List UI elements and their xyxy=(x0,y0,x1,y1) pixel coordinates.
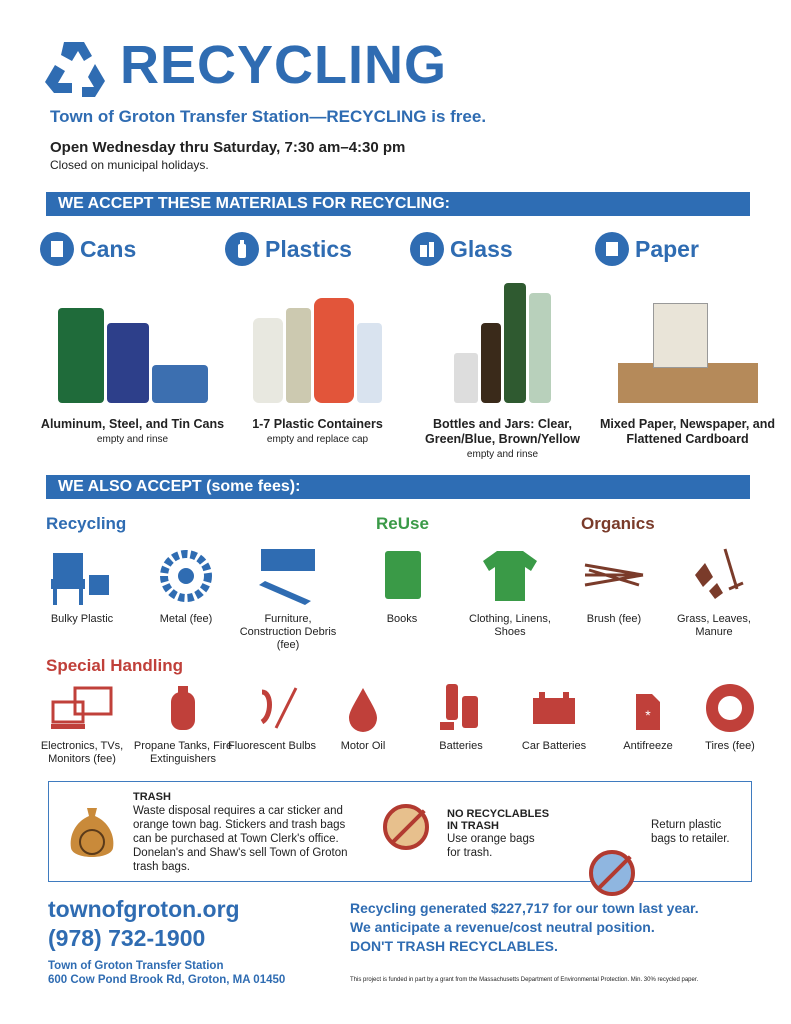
glass-photo xyxy=(428,278,578,403)
page-title: RECYCLING xyxy=(120,35,448,95)
trash-title: TRASH xyxy=(133,791,171,803)
phone-number: (978) 732-1900 xyxy=(48,925,206,951)
sofa-icon xyxy=(253,545,323,607)
material-cans xyxy=(40,232,225,447)
plastic-bag-text: Return plastic bags to retailer. xyxy=(651,819,730,845)
chair-icon xyxy=(47,545,117,607)
item-propane xyxy=(133,684,233,766)
bulb-icon xyxy=(242,684,302,734)
item-tires xyxy=(680,684,780,753)
item-batteries xyxy=(411,680,511,753)
item-label: Tires (fee) xyxy=(705,740,755,752)
funding-note: This project is funded in part by a grant from the Massachusetts Department of Environmental Protection. Min. 30% recycled paper. xyxy=(350,977,699,983)
item-motor-oil xyxy=(313,684,413,753)
propane-tank-icon xyxy=(163,684,203,734)
item-electronics xyxy=(32,684,132,766)
item-label: Propane Tanks, Fire Extinguishers xyxy=(133,740,233,765)
item-label: Batteries xyxy=(439,740,483,752)
item-label: Car Batteries xyxy=(521,740,587,752)
hours: Open Wednesday thru Saturday, 7:30 am–4:30 pm xyxy=(50,139,406,156)
trash-text: Waste disposal requires a car sticker and orange town bag. Stickers and trash bags can be purchased at Town Clerk's office. Donelan's and Shaw's sell Town of Groton trash bags. xyxy=(133,805,348,873)
category-special-handling: Special Handling xyxy=(46,656,183,675)
material-plastics xyxy=(225,232,410,447)
item-label: Grass, Leaves, Manure xyxy=(677,613,751,638)
station-name: Town of Groton Transfer Station xyxy=(48,960,224,972)
gear-icon xyxy=(155,545,217,607)
paper-photo xyxy=(613,278,763,403)
closed-note: Closed on municipal holidays. xyxy=(50,158,209,172)
item-label: Furniture, Construction Debris (fee) xyxy=(239,613,337,651)
item-label: Clothing, Linens, Shoes xyxy=(469,613,551,638)
item-label: Brush (fee) xyxy=(586,613,642,625)
item-label: Electronics, TVs, Monitors (fee) xyxy=(40,740,124,765)
recycle-logo-icon xyxy=(42,38,108,98)
svg-text:*: * xyxy=(645,707,651,723)
website-link[interactable]: townofgroton.org xyxy=(48,896,240,922)
material-title: Plastics xyxy=(265,235,352,262)
paper-icon xyxy=(595,232,629,266)
item-grass xyxy=(664,545,764,639)
category-reuse: ReUse xyxy=(376,514,429,533)
material-title: Cans xyxy=(80,235,137,262)
item-brush xyxy=(564,545,664,626)
plastics-photo xyxy=(243,278,393,403)
accept-bar: WE ACCEPT THESE MATERIALS FOR RECYCLING: xyxy=(46,192,750,216)
item-bulky-plastic xyxy=(32,545,132,626)
jar-icon xyxy=(410,232,444,266)
also-accept-bar: WE ALSO ACCEPT (some fees): xyxy=(46,475,750,499)
station-address: 600 Cow Pond Brook Rd, Groton, MA 01450 xyxy=(48,974,286,986)
material-title: Glass xyxy=(450,235,513,262)
item-label: Bulky Plastic xyxy=(50,613,114,625)
book-icon xyxy=(371,545,433,607)
material-note: empty and rinse xyxy=(466,449,539,460)
category-organics: Organics xyxy=(581,514,655,533)
cans-photo xyxy=(58,278,208,403)
no-recyclables-title: NO RECYCLABLES IN TRASH xyxy=(447,808,550,832)
dont-trash-line: DON'T TRASH RECYCLABLES. xyxy=(350,938,558,954)
item-label: Motor Oil xyxy=(340,740,386,752)
orange-trash-bag-icon xyxy=(67,804,117,864)
bottle-icon xyxy=(225,232,259,266)
oil-drop-icon xyxy=(343,684,383,734)
no-plastic-bag-icon xyxy=(589,850,635,896)
item-fluorescent xyxy=(222,684,322,753)
revenue-message xyxy=(350,899,699,956)
subtitle: Town of Groton Transfer Station—RECYCLING is free. xyxy=(50,107,487,126)
leaves-rake-icon xyxy=(679,545,749,607)
shirt-icon xyxy=(479,545,541,607)
item-label: Metal (fee) xyxy=(159,613,213,625)
category-recycling: Recycling xyxy=(46,514,127,533)
tire-icon xyxy=(705,684,755,734)
material-caption: Mixed Paper, Newspaper, and Flattened Cardboard xyxy=(599,417,776,446)
material-glass xyxy=(410,232,595,462)
item-label: Books xyxy=(386,613,418,625)
material-caption: Aluminum, Steel, and Tin Cans xyxy=(40,417,225,431)
computer-icon xyxy=(47,684,117,734)
material-caption: 1-7 Plastic Containers xyxy=(252,417,383,431)
item-clothing xyxy=(460,545,560,639)
item-books xyxy=(352,545,452,626)
item-metal xyxy=(136,545,236,626)
revenue-line: Recycling generated $227,717 for our town last year. xyxy=(350,900,699,916)
item-label: Antifreeze xyxy=(623,740,673,752)
car-battery-icon xyxy=(529,684,579,734)
material-note: empty and replace cap xyxy=(266,434,369,445)
brush-icon xyxy=(579,545,649,607)
material-title: Paper xyxy=(635,235,699,262)
trash-info-box xyxy=(48,781,752,882)
no-trash-bag-icon xyxy=(383,804,429,850)
antifreeze-jug-icon xyxy=(628,684,668,734)
item-car-batteries xyxy=(504,684,604,753)
item-label: Fluorescent Bulbs xyxy=(227,740,317,752)
item-furniture xyxy=(238,545,338,652)
no-recyclables-text: Use orange bags for trash. xyxy=(447,833,535,859)
material-caption: Bottles and Jars: Clear, Green/Blue, Brown/Yellow xyxy=(425,417,580,446)
material-note: empty and rinse xyxy=(96,434,169,445)
battery-icon xyxy=(436,680,486,734)
material-paper xyxy=(595,232,780,447)
can-icon xyxy=(40,232,74,266)
neutral-line: We anticipate a revenue/cost neutral position. xyxy=(350,919,655,935)
